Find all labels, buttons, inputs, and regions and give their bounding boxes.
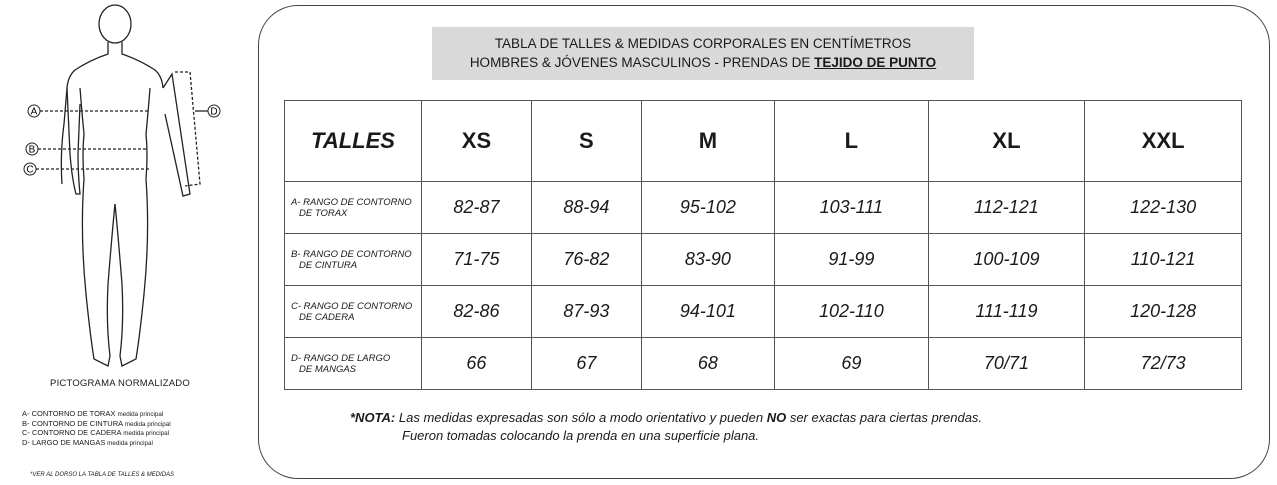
marker-a: A <box>30 106 38 118</box>
table-cell: 94-101 <box>641 286 774 338</box>
pictogram-legend <box>22 410 171 449</box>
table-cell: 67 <box>531 338 641 390</box>
table-cell: 87-93 <box>531 286 641 338</box>
row-label: B- RANGO DE CONTORNO DE CINTURA <box>285 234 422 286</box>
table-cell: 69 <box>775 338 929 390</box>
table-cell: 110-121 <box>1085 234 1242 286</box>
table-cell: 71-75 <box>422 234 532 286</box>
table-cell: 100-109 <box>928 234 1085 286</box>
table-header-row <box>285 101 1242 182</box>
table-cell: 120-128 <box>1085 286 1242 338</box>
table-cell: 82-86 <box>422 286 532 338</box>
marker-c: C <box>26 164 34 176</box>
chart-heading <box>432 27 974 80</box>
marker-b: B <box>28 144 36 156</box>
legend-item-a: A- CONTORNO DE TORAX medida principal <box>22 409 164 418</box>
table-cell: 112-121 <box>928 182 1085 234</box>
table-cell: 111-119 <box>928 286 1085 338</box>
pictogram-column <box>0 0 240 485</box>
table-cell: 103-111 <box>775 182 929 234</box>
measurement-note: *NOTA: Las medidas expresadas son sólo a modo orientativo y pueden NO ser exactas para ciertas prendas. Fueron tomadas colocando la prenda en una superficie plana. <box>350 410 983 443</box>
table-cell: 122-130 <box>1085 182 1242 234</box>
header-xxl: XXL <box>1085 101 1242 182</box>
header-l: L <box>775 101 929 182</box>
legend-item-b: B- CONTORNO DE CINTURA medida principal <box>22 418 171 428</box>
heading-line-2: HOMBRES & JÓVENES MASCULINOS - PRENDAS DE TEJIDO DE PUNTO <box>469 55 937 70</box>
table-cell: 70/71 <box>928 338 1085 390</box>
table-cell: 102-110 <box>775 286 929 338</box>
header-talles: TALLES <box>285 101 422 182</box>
table-cell: 72/73 <box>1085 338 1242 390</box>
header-m: M <box>641 101 774 182</box>
table-row <box>285 338 1242 390</box>
legend-item-d: D- LARGO DE MANGAS medida principal <box>22 438 153 448</box>
table-cell: 91-99 <box>775 234 929 286</box>
table-row <box>285 182 1242 234</box>
header-s: S <box>531 101 641 182</box>
header-xs: XS <box>422 101 532 182</box>
heading-line-1: TABLA DE TALLES & MEDIDAS CORPORALES EN CENTÍMETROS <box>494 36 912 51</box>
body-pictogram <box>20 4 230 376</box>
pictogram-title: PICTOGRAMA NORMALIZADO <box>50 378 190 389</box>
table-cell: 83-90 <box>641 234 774 286</box>
marker-d: D <box>210 106 218 118</box>
table-row <box>285 286 1242 338</box>
table-cell: 95-102 <box>641 182 774 234</box>
size-table <box>284 100 1242 390</box>
table-cell: 82-87 <box>422 182 532 234</box>
row-label: C- RANGO DE CONTORNO DE CADERA <box>285 286 422 338</box>
table-cell: 66 <box>422 338 532 390</box>
table-cell: 88-94 <box>531 182 641 234</box>
pictogram-footnote: *VER AL DORSO LA TABLA DE TALLES & MEDIDAS <box>30 472 175 478</box>
row-label: D- RANGO DE LARGO DE MANGAS <box>285 338 422 390</box>
header-xl: XL <box>928 101 1085 182</box>
row-label: A- RANGO DE CONTORNO DE TORAX <box>285 182 422 234</box>
table-cell: 76-82 <box>531 234 641 286</box>
legend-item-c: C- CONTORNO DE CADERA medida principal <box>22 428 170 438</box>
table-row <box>285 234 1242 286</box>
table-cell: 68 <box>641 338 774 390</box>
